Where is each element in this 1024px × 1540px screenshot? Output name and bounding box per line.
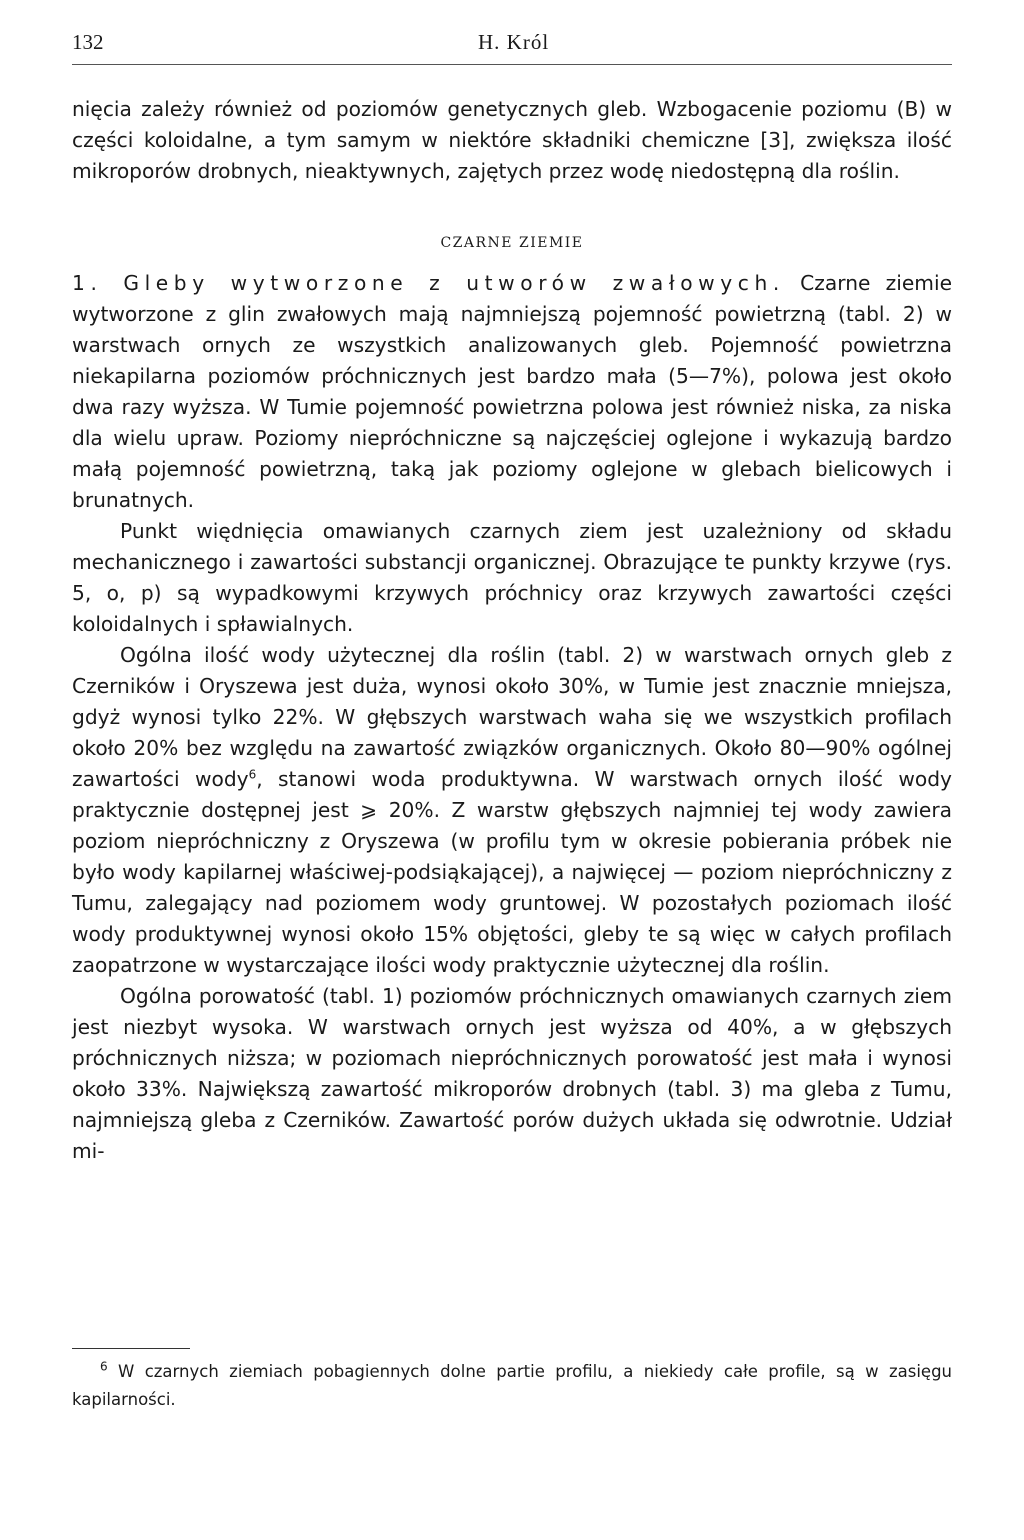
paragraph-text: Czarne ziemie wytworzone z glin zwałowych mają najmniejszą pojemność powietrzną (tabl. 2) w warstwach ornych ze wszystkich analizowanych gleb. Pojemność powietrzna niekapilarna poziomów próchnicznych jest bardzo mała (5—7%), polowa jest około dwa razy wyższa. W Tumie pojemność powietrzna polowa jest również niska, za niska dla wielu upraw. Poziomy niepróchniczne są najczęściej oglejone i wykazują bardzo małą pojemność powietrzną, taką jak poziomy oglejone w glebach bielicowych i brunatnych. — [72, 271, 952, 512]
paragraph-woda-uzyteczna — [72, 640, 952, 981]
body-text — [72, 94, 952, 1167]
footnote-body: W czarnych ziemiach pobagiennych dolne partie profilu, a niekiedy całe profile, są w zasięgu kapilarności. — [72, 1362, 952, 1409]
page-number: 132 — [72, 30, 104, 54]
footnote-rule — [72, 1348, 190, 1349]
running-head — [72, 30, 952, 56]
paragraph-text: , stanowi woda produktywna. W warstwach ornych ilość wody praktycznie dostępnej jest ⩾ 20%. Z warstw głębszych najmniej tej wody zawiera poziom niepróchniczny z Oryszewa (w profilu tym w okresie pobierania próbek nie było wody kapilarnej właściwej-podsiąkającej), a najwięcej — poziom niepróchniczny z Tumu, zalegający nad poziomem wody gruntowej. W pozostałych poziomach ilość wody produktywnej wynosi około 15% objętości, gleby te są więc w całych profilach zaopatrzone w wystarczające ilości wody praktycznie użytecznej dla roślin. — [72, 767, 952, 977]
section-title: CZARNE ZIEMIE — [440, 235, 584, 251]
header-rule — [72, 64, 952, 65]
footnote — [72, 1358, 952, 1414]
paragraph-punkt-wiednieca: Punkt więdnięcia omawianych czarnych ziem jest uzależniony od składu mechanicznego i zawartości substancji organicznej. Obrazujące te punkty krzywe (rys. 5, o, p) są wypadkowymi krzywych próchnicy oraz krzywych zawartości części koloidalnych i spławialnych. — [72, 519, 952, 636]
paragraph-continuation: nięcia zależy również od poziomów genetycznych gleb. Wzbogacenie poziomu (B) w części koloidalne, a tym samym w niektóre składniki chemiczne [3], zwiększa ilość mikroporów drobnych, nieaktywnych, zajętych przez wodę niedostępną dla roślin. — [72, 97, 952, 183]
paragraph-porowatosc: Ogólna porowatość (tabl. 1) poziomów próchnicznych omawianych czarnych ziem jest niezbyt wysoka. W warstwach ornych jest wyższa od 40%, a w głębszych próchnicznych niższa; w poziomach niepróchnicznych porowatość jest mała i wynosi około 33%. Największą zawartość mikroporów drobnych (tabl. 3) ma gleba z Tumu, najmniejszą gleba z Czerników. Zawartość porów dużych układa się odwrotnie. Udział mi- — [72, 984, 952, 1163]
footnote-text — [72, 1358, 952, 1414]
paragraph-gleby-zwalowe — [72, 268, 952, 516]
footnote-reference: 6 — [248, 767, 257, 782]
running-head-author: H. Król — [478, 30, 550, 54]
paragraph-text: Ogólna ilość wody użytecznej dla roślin (tabl. 2) w warstwach ornych gleb z Czerników i Oryszewa jest duża, wynosi około 30%, w Tumie jest znacznie mniejsza, gdyż wynosi tylko 22%. W głębszych warstwach waha się we wszystkich profilach około 20% bez względu na zawartość związków organicznych. Około 80—90% ogólnej zawartości wody — [72, 643, 952, 791]
subsection-heading: 1. Gleby wytworzone z utworów zwałowych. — [72, 271, 785, 295]
footnote-marker: 6 — [100, 1359, 108, 1374]
